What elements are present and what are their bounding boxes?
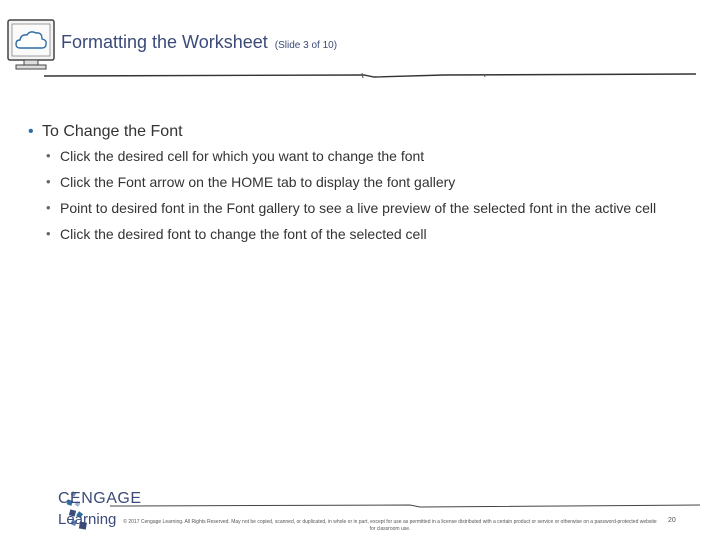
- title-text: Formatting the Worksheet: [61, 32, 268, 52]
- title-divider: [44, 68, 696, 82]
- slide-count: (Slide 3 of 10): [274, 40, 338, 51]
- footer-divider: [110, 500, 700, 512]
- sub-bullet-dot-icon: •: [46, 226, 51, 241]
- bullet-heading: [28, 121, 688, 143]
- cloud-monitor-icon: [6, 18, 56, 72]
- sub-bullet-dot-icon: •: [46, 174, 51, 189]
- logo-text-cengage: CENGAGE: [58, 490, 142, 507]
- list-item-text: Click the Font arrow on the HOME tab to display the font gallery: [60, 174, 456, 190]
- list-item-text: Point to desired font in the Font gallery to see a live preview of the selected font in the active cell: [60, 200, 657, 216]
- list-item: [28, 173, 688, 191]
- sub-bullet-dot-icon: •: [46, 148, 51, 163]
- copyright-notice: © 2017 Cengage Learning. All Rights Reserved. May not be copied, scanned, or duplicated, in whole or in part, except for use as permitted in a license distributed with a certain product or service or otherwise on a password-protected website for classroom use.: [123, 519, 657, 532]
- bullet-heading-text: To Change the Font: [42, 123, 183, 140]
- sub-bullet-list: [28, 147, 688, 243]
- list-item: [28, 225, 688, 243]
- list-item: [28, 199, 688, 217]
- logo-text-learning: Learning: [58, 511, 117, 528]
- slide-title: [61, 32, 337, 53]
- sub-bullet-dot-icon: •: [46, 200, 51, 215]
- list-item-text: Click the desired font to change the font of the selected cell: [60, 226, 427, 242]
- bullet-list: [28, 121, 688, 251]
- list-item-text: Click the desired cell for which you want to change the font: [60, 148, 425, 164]
- list-item: [28, 147, 688, 165]
- page-number: 20: [668, 517, 676, 524]
- bullet-dot-icon: •: [28, 123, 34, 140]
